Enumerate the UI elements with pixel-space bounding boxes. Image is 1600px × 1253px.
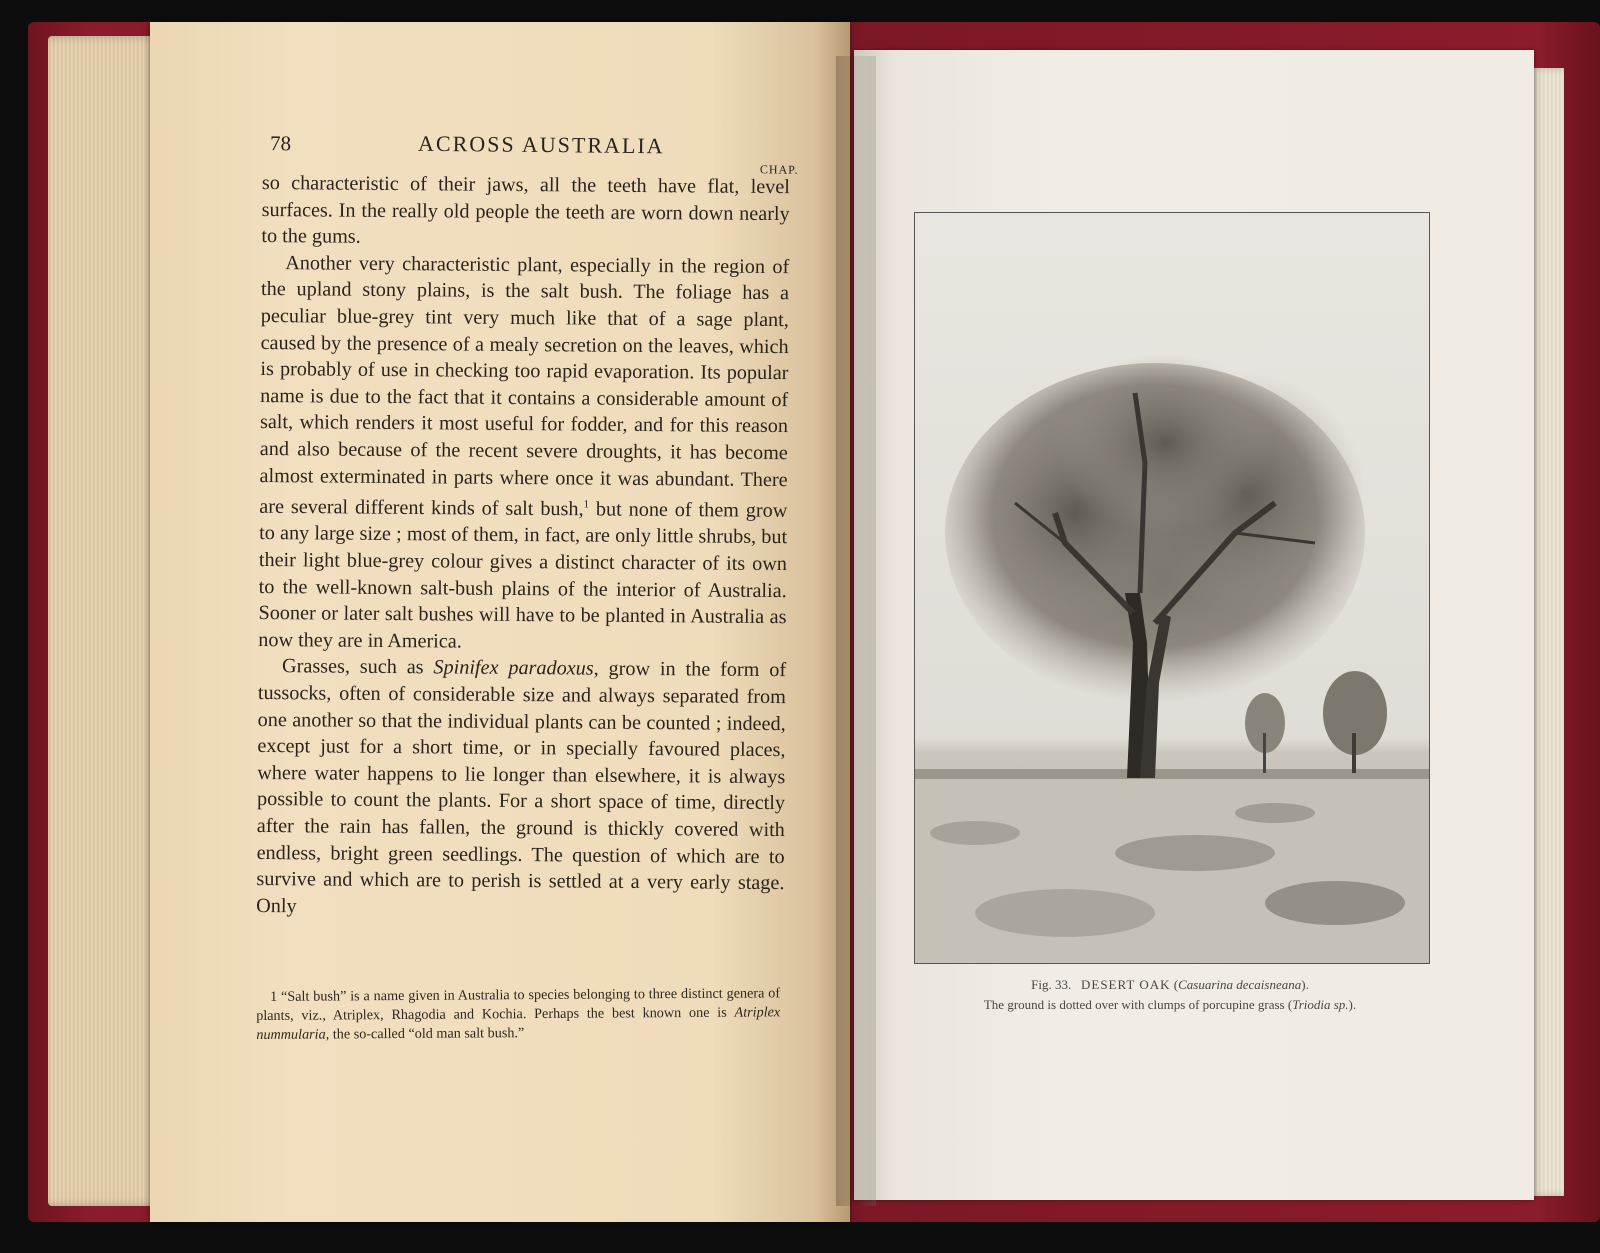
caption-line-1 (900, 975, 1440, 995)
paragraph-2-text-b: but none of them grow to any large size ; most of them, in fact, are only little shrubs, but their light blue-grey colour gives a distinct character of its own to the well-known salt-bush plains of the interior of Australia. Sooner or later salt bushes will have to be planted in Australia as now they are in America. (258, 498, 788, 653)
footnote-text-b: , the so-called “old man salt bush.” (325, 1025, 525, 1043)
footnote-reference: 1 (583, 498, 590, 511)
figure-subtitle-b: ). (1348, 997, 1357, 1012)
footnote-species: Atriplex nummularia (256, 1004, 781, 1043)
desert-oak-photo (915, 213, 1429, 963)
caption-line-2 (900, 995, 1440, 1015)
page-number: 78 (269, 131, 292, 156)
chapter-mark: CHAP. (759, 162, 799, 177)
paragraph-3-text-a: Grasses, such as (282, 655, 424, 679)
figure-subtitle-species: Triodia sp. (1292, 997, 1349, 1012)
paragraph-1: so characteristic of their jaws, all the teeth have flat, level surfaces. In the really old people the teeth are worn down nearly to the gums. (261, 171, 790, 248)
paragraph-2 (258, 250, 789, 658)
running-title: ACROSS AUSTRALIA (417, 130, 665, 159)
page-edges-right (1530, 68, 1564, 1196)
footnote-number: 1 (270, 988, 278, 1005)
figure-subtitle-a: The ground is dotted over with clumps of porcupine grass ( (983, 997, 1293, 1012)
figure-latin-close: ). (1301, 977, 1309, 992)
paragraph-3-text-b: , grow in the form of tussocks, often of considerable size and always separated from one another so that the individual plants can be counted ; indeed, except just for a short time, or in specially favoured places, where water happens to lie longer than elsewhere, it is always possible to count the plants. For a short space of time, directly after the rain has fallen, the ground is thickly covered with endless, bright green seedlings. The question of which are to survive and which are to perish is settled at a very early stage. Only (256, 658, 787, 918)
book-gutter (836, 56, 876, 1206)
paragraph-2-text-a: Another very characteristic plant, especially in the region of the upland stony plains, is the salt bush. The foliage has a peculiar blue-grey tint very much like that of a sage plant, caused by the presence of a mealy secretion on the leaves, which is probably of use in checking too rapid evaporation. Its popular name is due to the fact that it contains a considerable amount of salt, which renders it most useful for fodder, and for this reason and also because of the recent severe droughts, it has become almost exterminated in parts where once it was abundant. There are several different kinds of salt bush, (259, 251, 790, 521)
figure-latin-open: ( (1173, 977, 1179, 992)
footnote (256, 984, 780, 1045)
figure-title: DESERT OAK (1081, 977, 1171, 992)
body-text (256, 170, 790, 923)
figure-label: Fig. 33. (1031, 977, 1072, 992)
page-edges-left (48, 36, 160, 1206)
figure-latin-name: Casuarina decaisneana (1178, 977, 1302, 992)
species-name: Spinifex paradoxus (433, 656, 594, 681)
footnote-text-a: “Salt bush” is a name given in Australia to species belonging to three distinct genera of plants, viz., Atriplex, Rhagodia and Kochia. Perhaps the best known one is (256, 985, 781, 1024)
photo-plate (914, 212, 1430, 964)
figure-caption (900, 975, 1440, 1015)
paragraph-3 (256, 653, 786, 923)
